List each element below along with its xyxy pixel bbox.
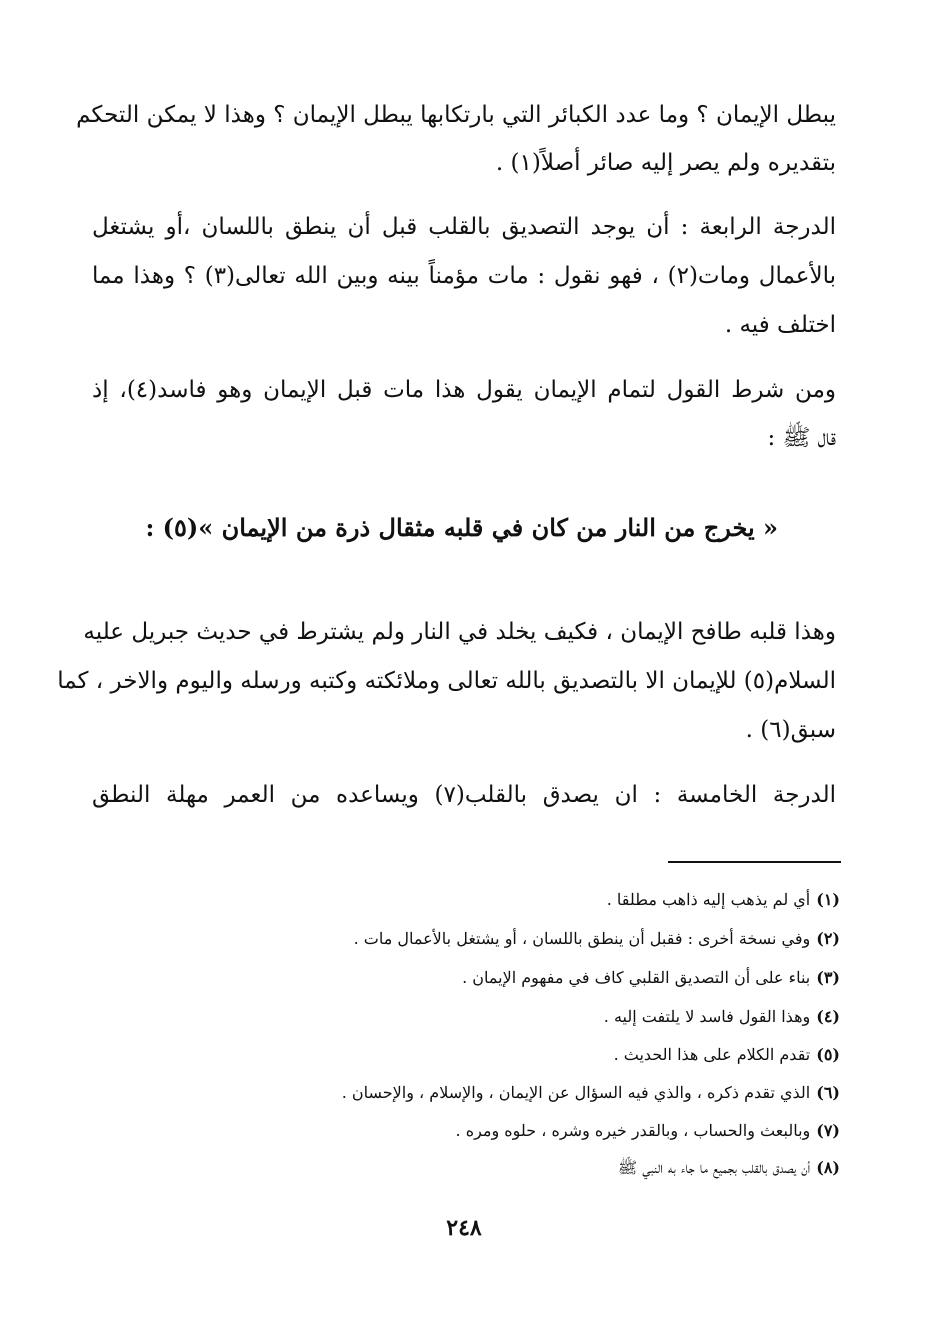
body-line-1: يبطل الإيمان ؟ وما عدد الكبائر التي بارتكابها يبطل الإيمان ؟ وهذا لا يمكن التحكم — [76, 102, 836, 128]
footnote-1 — [140, 887, 840, 913]
hadith-quote: « يخرج من النار من كان في قلبه مثقال ذرة من الإيمان »(٥) : — [145, 513, 778, 542]
body-line-7: قال ﷺ : — [767, 425, 836, 451]
footnote-text: وهذا القول فاسد لا يلتفت إليه . — [603, 1007, 811, 1026]
footnote-number: (٧) — [816, 1121, 840, 1140]
footnote-number: (٨) — [816, 1158, 840, 1177]
footnote-text: أن يصدق بالقلب بجميع ما جاء به النبي ﷺ — [617, 1158, 811, 1177]
body-line-2: بتقديره ولم يصر إليه صائر أصلاً(١) . — [495, 150, 836, 176]
footnote-text: وبالبعث والحساب ، وبالقدر خيره وشره ، حلوه ومره . — [455, 1121, 811, 1140]
body-line-10: سبق(٦) . — [745, 717, 836, 743]
footnote-number: (٢) — [816, 929, 840, 948]
footnote-number: (٤) — [816, 1007, 840, 1026]
footnote-text: أي لم يذهب إليه ذاهب مطلقا . — [606, 890, 811, 909]
footnote-3 — [140, 965, 840, 991]
footnote-5 — [140, 1042, 840, 1068]
body-line-6: ومن شرط القول لتمام الإيمان يقول هذا مات قبل الإيمان وهو فاسد(٤)، إذ — [92, 377, 836, 403]
footnote-text: الذي تقدم ذكره ، والذي فيه السؤال عن الإيمان ، والإسلام ، والإحسان . — [341, 1083, 811, 1102]
footnote-number: (٥) — [816, 1045, 840, 1064]
footnote-divider — [668, 861, 841, 863]
footnote-number: (٦) — [816, 1083, 840, 1102]
footnote-4 — [140, 1004, 840, 1030]
body-line-5: اختلف فيه . — [724, 312, 836, 338]
body-line-11: الدرجة الخامسة : ان يصدق بالقلب(٧) ويساعده من العمر مهلة النطق — [92, 782, 836, 808]
footnote-6 — [140, 1080, 840, 1106]
footnote-number: (١) — [816, 890, 840, 909]
page-number: ٢٤٨ — [446, 1215, 482, 1241]
footnote-text: تقدم الكلام على هذا الحديث . — [613, 1045, 811, 1064]
body-line-8: وهذا قلبه طافح الإيمان ، فكيف يخلد في النار ولم يشترط في حديث جبريل عليه — [83, 619, 836, 645]
footnote-text: بناء على أن التصديق القلبي كاف في مفهوم الإيمان . — [462, 968, 811, 987]
body-line-9: السلام(٥) للإيمان الا بالتصديق بالله تعالى وملائكته وكتبه ورسله واليوم والاخر ، كما — [57, 668, 836, 694]
footnote-text: وفي نسخة أخرى : فقبل أن ينطق باللسان ، أو يشتغل بالأعمال مات . — [353, 929, 811, 948]
body-line-3: الدرجة الرابعة : أن يوجد التصديق بالقلب قبل أن ينطق باللسان ،أو يشتغل — [92, 214, 836, 240]
footnote-2 — [140, 926, 840, 952]
footnote-8 — [140, 1155, 840, 1181]
footnote-7 — [140, 1118, 840, 1144]
footnote-number: (٣) — [816, 968, 840, 987]
body-line-4: بالأعمال ومات(٢) ، فهو نقول : مات مؤمناً بينه وبين الله تعالى(٣) ؟ وهذا مما — [92, 263, 837, 289]
